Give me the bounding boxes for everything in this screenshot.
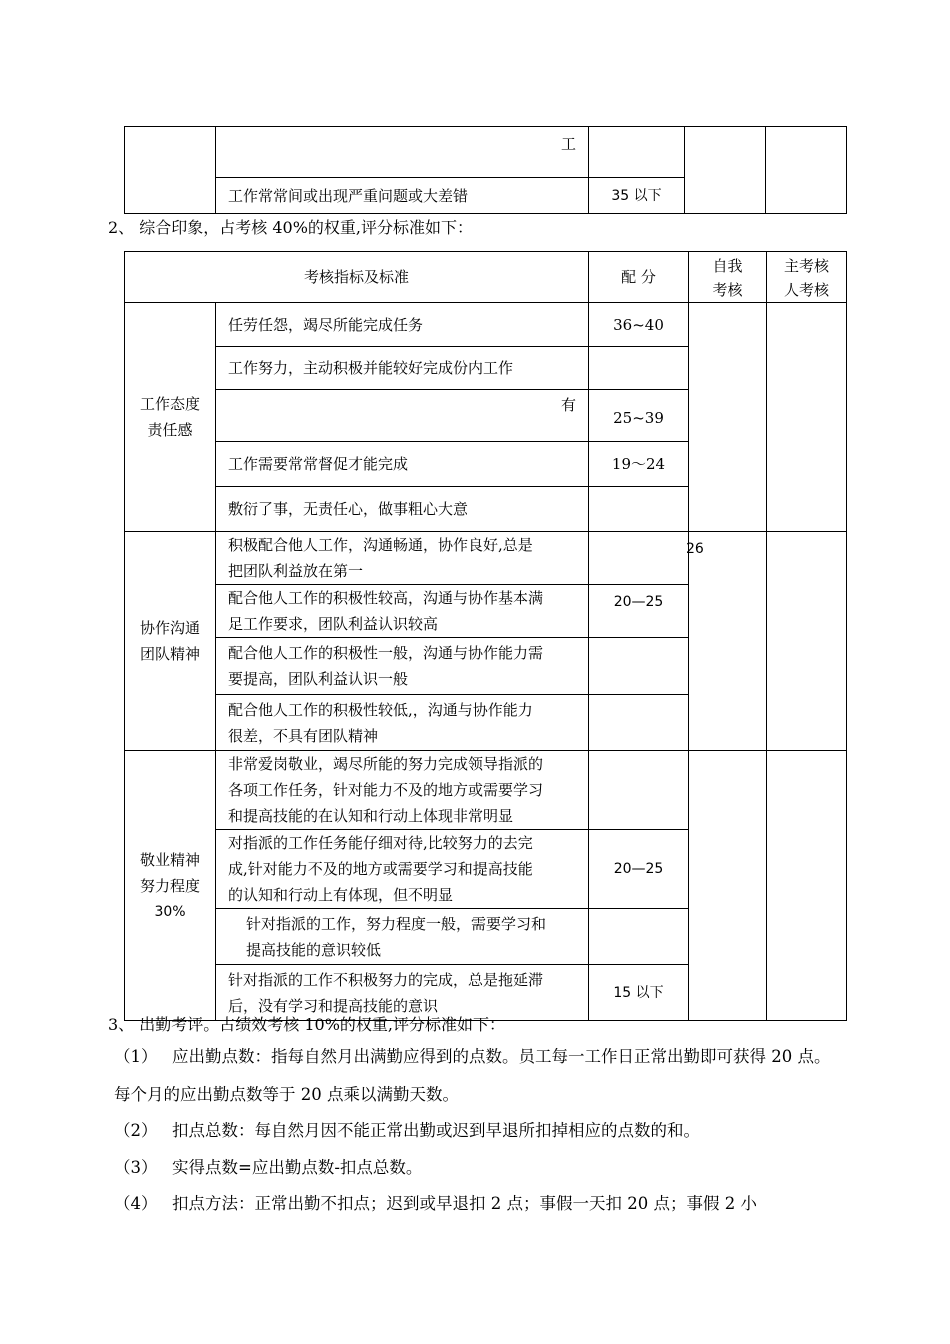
group2-main-cell xyxy=(767,532,847,751)
group3-row2-line3: 的认知和行动上有体现，但不明显 xyxy=(228,886,454,904)
group3-row4-score: 15 以下 xyxy=(589,965,689,1021)
section3-item4-num: （4） xyxy=(114,1194,158,1213)
top-row2-score: 35 以下 xyxy=(589,178,685,214)
group2-title-line2: 团队精神 xyxy=(139,645,200,663)
header-main xyxy=(767,252,847,303)
group2-row4-score xyxy=(589,695,689,751)
group3-row1-line3: 和提高技能的在认知和行动上体现非常明显 xyxy=(228,807,514,825)
evaluation-table xyxy=(124,251,847,1021)
section3-item1-text: 应出勤点数：指每自然月出满勤应得到的点数。员工每一工作日正常出勤即可获得 20 点。每个月的应出勤点数等于 20 点乘以满勤天数。 xyxy=(114,1047,831,1104)
section3-item2-num: （2） xyxy=(114,1121,158,1140)
section3-heading: 3、 出勤考评。占绩效考核 10%的权重,评分标准如下： xyxy=(108,1015,506,1034)
header-self-line1: 自我 xyxy=(712,257,743,275)
group3-row2-text xyxy=(216,830,589,909)
group2-row2-line2: 足工作要求，团队利益认识较高 xyxy=(228,615,439,633)
group3-row2-line1: 对指派的工作任务能仔细对待,比较努力的去完 xyxy=(228,834,533,852)
group2-row1-score xyxy=(589,532,689,585)
group3-row3-text xyxy=(216,909,589,965)
group2-row2-line1: 配合他人工作的积极性较高，沟通与协作基本满 xyxy=(228,589,544,607)
group3-title-line1: 敬业精神 xyxy=(139,850,200,869)
section3-item1-num: （1） xyxy=(114,1047,158,1066)
top-row1-score xyxy=(589,127,685,178)
group1-title-line2: 责任感 xyxy=(147,421,193,439)
top-row1-text: 工 xyxy=(216,127,589,178)
group2-row1-line1: 积极配合他人工作，沟通畅通，协作良好,总是 xyxy=(228,536,533,554)
group1-row1-text: 任劳任怨，竭尽所能完成任务 xyxy=(216,303,589,347)
header-main-line2: 人考核 xyxy=(784,281,830,299)
group3-row1-text xyxy=(216,751,589,830)
group3-row4-line2: 后，没有学习和提高技能的意识 xyxy=(228,996,439,1015)
group2-row3-line2: 要提高，团队利益认识一般 xyxy=(228,670,409,688)
group3-title-line3: 30% xyxy=(154,903,186,920)
group1-main-cell xyxy=(767,303,847,532)
group2-row2-score: 20—25 xyxy=(589,585,689,638)
group3-row3-line2: 提高技能的意识较低 xyxy=(246,940,382,959)
group2-row3-score xyxy=(589,638,689,695)
section3-item2 xyxy=(114,1112,844,1150)
group1-row3-text: 有 xyxy=(216,390,589,442)
section3-item4-text: 扣点方法：正常出勤不扣点；迟到或早退扣 2 点；事假一天扣 20 点；事假 2 小 xyxy=(172,1194,757,1213)
group1-row5-text: 敷衍了事，无责任心，做事粗心大意 xyxy=(216,487,589,532)
group2-row3-line1: 配合他人工作的积极性一般，沟通与协作能力需 xyxy=(228,644,544,662)
group2-title-line1: 协作沟通 xyxy=(139,619,200,637)
top-group-cell xyxy=(125,127,216,214)
top-row2-text: 工作常常间或出现严重问题或大差错 xyxy=(216,178,589,214)
top-score-table xyxy=(124,126,847,214)
group2-row4-text xyxy=(216,695,589,751)
group1-row4-score: 19～24 xyxy=(589,442,689,487)
group1-row1-score: 36~40 xyxy=(589,303,689,347)
group1-title-line1: 工作态度 xyxy=(139,395,200,413)
group1-self-cell xyxy=(689,303,767,532)
header-score: 配 分 xyxy=(589,252,689,303)
group3-row4-line1: 针对指派的工作不积极努力的完成，总是拖延滞 xyxy=(228,970,544,989)
section3-item3-num: （3） xyxy=(114,1158,158,1177)
header-criteria: 考核指标及标准 xyxy=(125,252,589,303)
header-main-line1: 主考核 xyxy=(784,257,830,275)
group1-row2-text: 工作努力，主动积极并能较好完成份内工作 xyxy=(216,347,589,390)
group2-self-cell xyxy=(689,532,767,751)
group1-row2-score xyxy=(589,347,689,390)
header-self xyxy=(689,252,767,303)
section3-item4 xyxy=(114,1185,844,1223)
top-self-cell xyxy=(685,127,766,214)
group3-title xyxy=(125,751,216,1021)
group3-row1-line2: 各项工作任务，针对能力不及的地方或需要学习 xyxy=(228,781,544,799)
group3-title-line2: 努力程度 xyxy=(139,876,200,895)
group2-row1-line2: 把团队利益放在第一 xyxy=(228,562,364,580)
section3-item3-text: 实得点数=应出勤点数-扣点总数。 xyxy=(172,1158,423,1177)
group1-row5-score xyxy=(589,487,689,532)
group3-main-cell xyxy=(767,751,847,1021)
group2-row2-text xyxy=(216,585,589,638)
group2-row3-text xyxy=(216,638,589,695)
stray-number: 26 xyxy=(686,541,704,557)
group1-title xyxy=(125,303,216,532)
group3-row1-line1: 非常爱岗敬业，竭尽所能的努力完成领导指派的 xyxy=(228,755,544,773)
group3-row2-score: 20—25 xyxy=(589,830,689,909)
section3-item2-text: 扣点总数：每自然月因不能正常出勤或迟到早退所扣掉相应的点数的和。 xyxy=(172,1121,700,1140)
top-main-cell xyxy=(766,127,847,214)
section2-heading: 2、 综合印象，占考核 40%的权重,评分标准如下： xyxy=(108,218,474,237)
section3-item1 xyxy=(114,1038,844,1114)
group3-row1-score xyxy=(589,751,689,830)
group3-self-cell xyxy=(689,751,767,1021)
group3-row3-score xyxy=(589,909,689,965)
group2-row1-text xyxy=(216,532,589,585)
group3-row2-line2: 成,针对能力不及的地方或需要学习和提高技能 xyxy=(228,860,533,878)
section3-item3 xyxy=(114,1149,844,1187)
group2-title xyxy=(125,532,216,751)
group3-row3-line1: 针对指派的工作，努力程度一般，需要学习和 xyxy=(246,914,547,933)
group1-row3-score: 25~39 xyxy=(589,390,689,442)
group1-row4-text: 工作需要常常督促才能完成 xyxy=(216,442,589,487)
group2-row4-line2: 很差，不具有团队精神 xyxy=(228,726,379,745)
group2-row4-line1: 配合他人工作的积极性较低,，沟通与协作能力 xyxy=(228,700,533,719)
header-self-line2: 考核 xyxy=(712,281,743,299)
